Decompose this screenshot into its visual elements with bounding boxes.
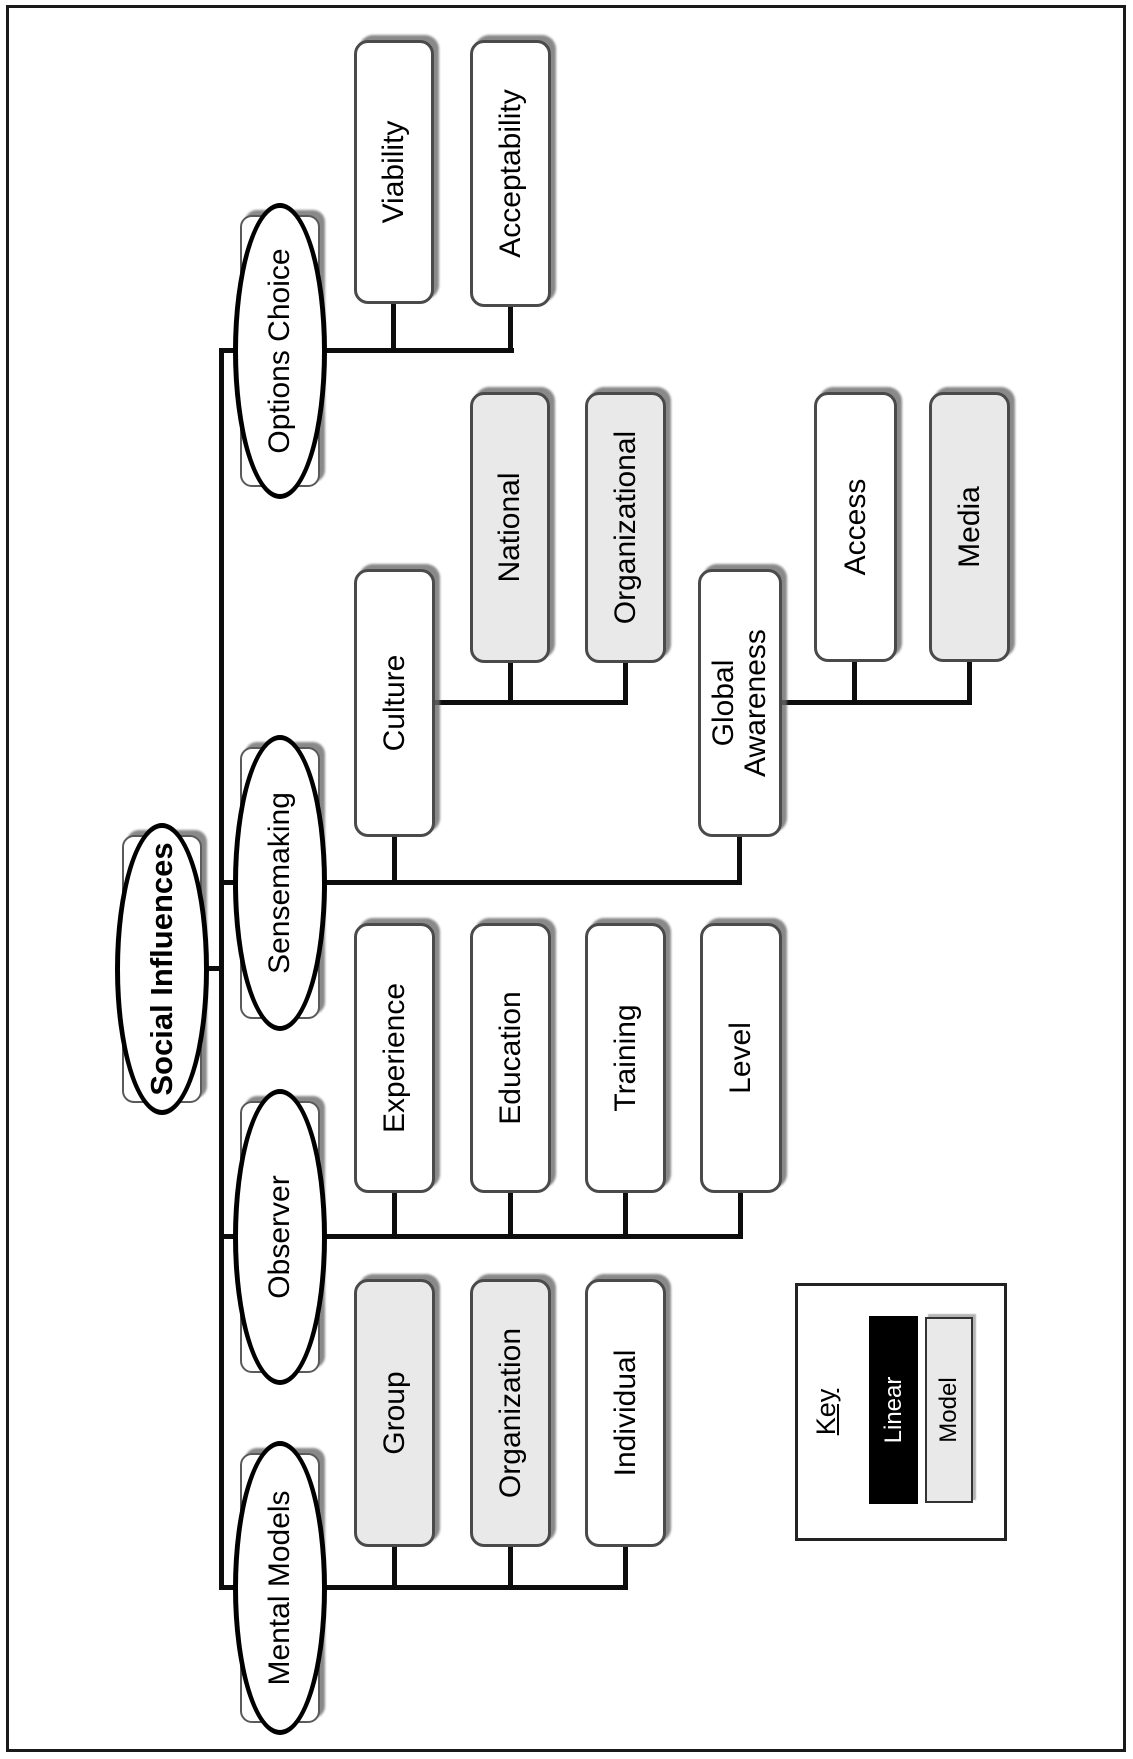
connector-stub-training bbox=[623, 1193, 628, 1239]
connector-stub-level bbox=[738, 1193, 743, 1239]
legend-linear-swatch: Linear bbox=[869, 1316, 918, 1504]
box-label: Media bbox=[952, 486, 986, 568]
box-organization bbox=[470, 1279, 551, 1547]
box-label: Acceptability bbox=[493, 89, 527, 258]
box-label: Experience bbox=[377, 982, 411, 1134]
legend bbox=[795, 1283, 1007, 1541]
node-label: Observer bbox=[263, 1175, 296, 1299]
box-experience bbox=[354, 923, 435, 1193]
box-training bbox=[585, 923, 666, 1193]
connector-stub-experience bbox=[392, 1193, 397, 1239]
box-label: Level bbox=[724, 1022, 757, 1094]
box-level bbox=[700, 923, 782, 1193]
box-individual bbox=[585, 1279, 666, 1547]
node-sensemaking bbox=[240, 747, 320, 1019]
connector-trunk bbox=[219, 348, 224, 1590]
box-label: Education bbox=[493, 991, 527, 1125]
node-label: Options Choice bbox=[263, 248, 296, 454]
connector-stub-global-awareness bbox=[737, 837, 742, 885]
box-label: Training bbox=[608, 1004, 642, 1112]
box-label: Organizational bbox=[608, 430, 642, 625]
node-label: Social Influences bbox=[144, 842, 179, 1096]
connector-stub-media bbox=[967, 662, 972, 705]
node-label: Sensemaking bbox=[263, 792, 296, 974]
connector-stub-group bbox=[392, 1547, 397, 1590]
box-culture bbox=[354, 569, 435, 837]
box-global-awareness bbox=[698, 569, 782, 837]
connector-drop-global-awareness bbox=[780, 700, 972, 705]
box-label: Group bbox=[377, 1371, 411, 1455]
box-label: National bbox=[493, 472, 526, 583]
box-access bbox=[814, 392, 897, 662]
node-label: Mental Models bbox=[263, 1490, 296, 1686]
node-observer bbox=[240, 1101, 320, 1373]
connector-stub-national bbox=[508, 663, 513, 705]
node-options-choice bbox=[240, 215, 320, 487]
box-label: Individual bbox=[608, 1349, 642, 1477]
connector-stub-organizational bbox=[623, 663, 628, 705]
connector-stub-culture bbox=[392, 837, 397, 885]
node-mental-models bbox=[240, 1453, 320, 1723]
connector-stub-organization bbox=[508, 1547, 513, 1590]
box-acceptability bbox=[470, 40, 551, 307]
box-label: Organization bbox=[493, 1327, 527, 1499]
legend-model-swatch: Model bbox=[925, 1317, 973, 1503]
box-label: Culture bbox=[377, 654, 411, 752]
connector-stub-viability bbox=[391, 304, 396, 353]
connector-drop-culture bbox=[433, 700, 628, 705]
connector-stub-individual bbox=[623, 1547, 628, 1590]
box-label: Access bbox=[838, 478, 872, 576]
box-organizational bbox=[585, 392, 666, 663]
node-social-influences bbox=[122, 835, 202, 1103]
connector-stub-access bbox=[852, 662, 857, 705]
box-viability bbox=[354, 40, 434, 304]
box-national bbox=[470, 392, 550, 663]
box-label: Global Awareness bbox=[706, 629, 772, 777]
box-media bbox=[929, 392, 1010, 662]
box-group bbox=[354, 1279, 435, 1547]
box-education bbox=[470, 923, 551, 1193]
legend-title: Key bbox=[811, 1388, 841, 1436]
connector-stub-education bbox=[508, 1193, 513, 1239]
box-label: Viability bbox=[377, 120, 410, 224]
connector-stub-acceptability bbox=[508, 307, 513, 353]
